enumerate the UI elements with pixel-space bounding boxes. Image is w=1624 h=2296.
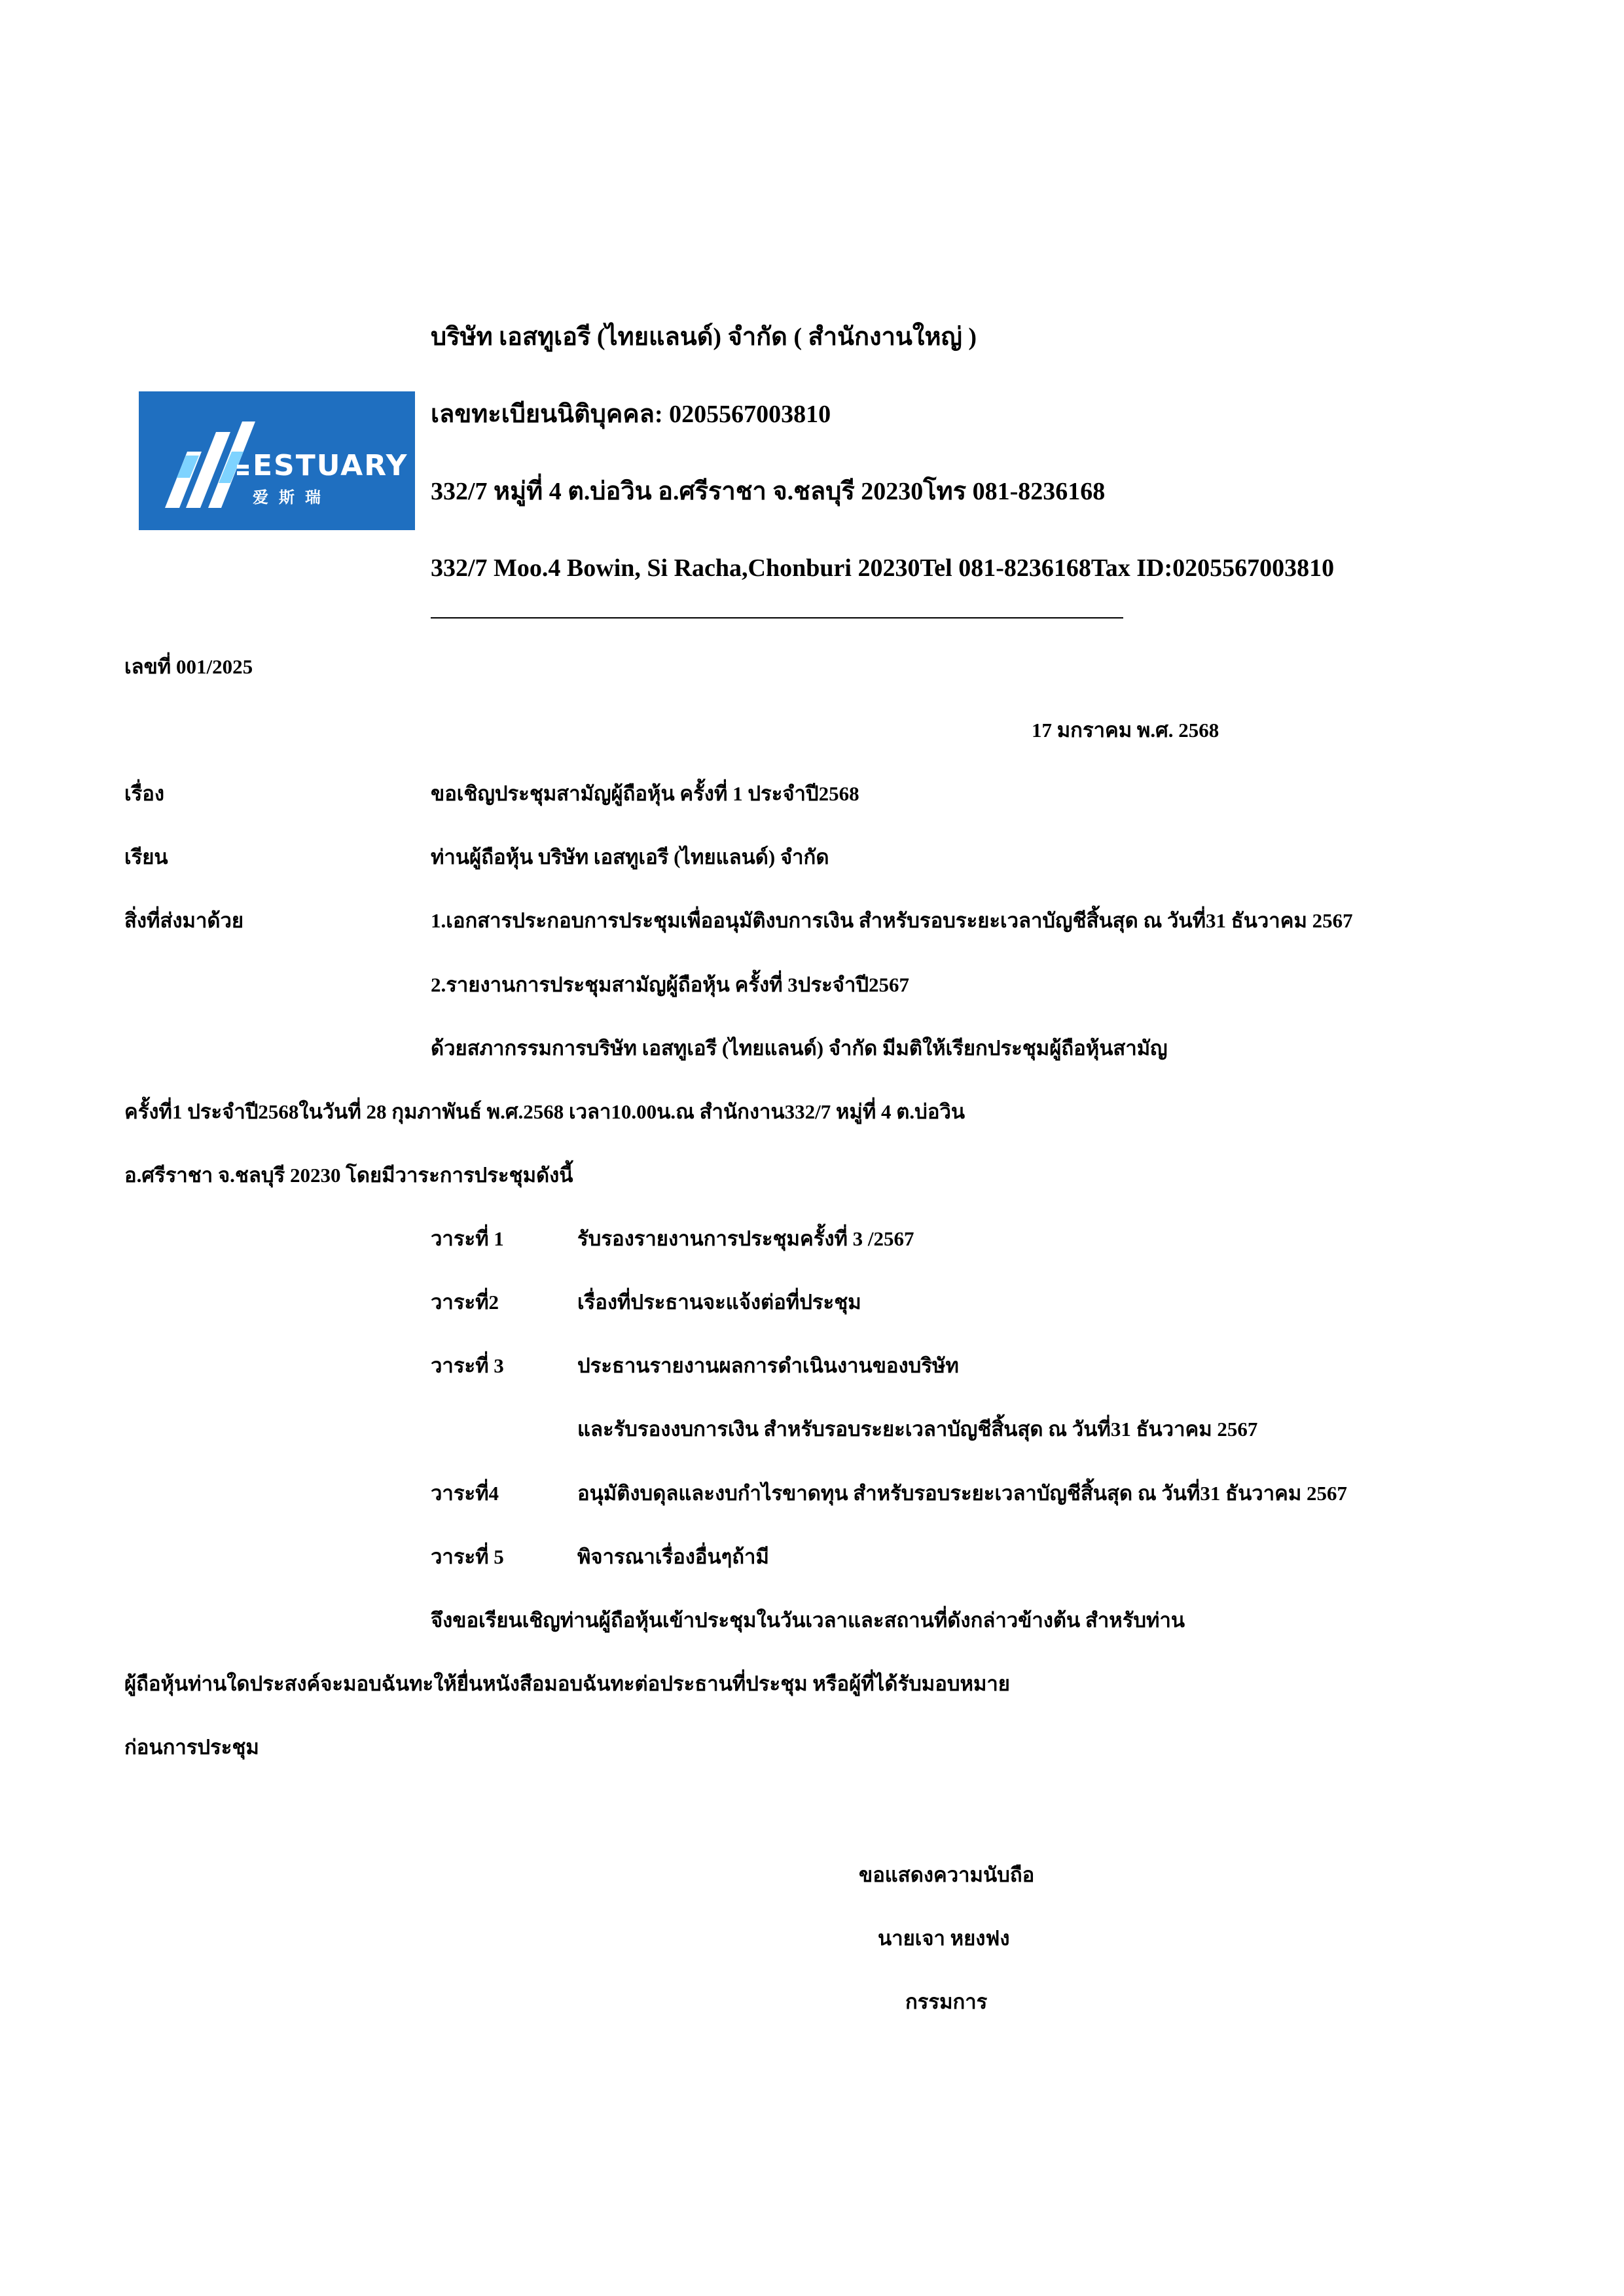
- subject-label: เรื่อง: [124, 782, 165, 805]
- closing-line: ก่อนการประชุม: [124, 1736, 259, 1759]
- body-line: ครั้งที่1 ประจำปี2568ในวันที่ 28 กุมภาพันธ์ พ.ศ.2568 เวลา10.00น.ณ สำนักงาน332/7 หมู่ที่ 4 ต.บ่อวิน: [124, 1100, 965, 1123]
- estuary-logo-icon: [139, 391, 415, 530]
- registration-number: เลขทะเบียนนิติบุคคล: 0205567003810: [431, 401, 831, 428]
- closing-line: จึงขอเรียนเชิญท่านผู้ถือหุ้นเข้าประชุมในวันเวลาและสถานที่ดังกล่าวข้างต้น สำหรับท่าน: [431, 1609, 1185, 1632]
- signature-regards: ขอแสดงความนับถือ: [859, 1863, 1035, 1886]
- company-name: บริษัท เอสทูเอรี (ไทยแลนด์) จำกัด ( สำนักงานใหญ่ ): [431, 323, 977, 351]
- signature-title: กรรมการ: [905, 1990, 988, 2013]
- agenda-text: ประธานรายงานผลการดำเนินงานของบริษัท: [577, 1354, 959, 1377]
- agenda-label: วาระที่2: [431, 1291, 499, 1314]
- svg-text:ESTUARY: ESTUARY: [253, 449, 408, 482]
- body-line: อ.ศรีราชา จ.ชลบุรี 20230 โดยมีวาระการประชุมดังนี้: [124, 1164, 573, 1187]
- body-line: ด้วยสภากรรมการบริษัท เอสทูเอรี (ไทยแลนด์) จำกัด มีมติให้เรียกประชุมผู้ถือหุ้นสามัญ: [431, 1037, 1168, 1060]
- agenda-text: เรื่องที่ประธานจะแจ้งต่อที่ประชุม: [577, 1291, 861, 1314]
- company-logo: [139, 391, 415, 530]
- svg-text:爱斯瑞: 爱斯瑞: [253, 488, 331, 507]
- agenda-text: และรับรองงบการเงิน สำหรับรอบระยะเวลาบัญชีสิ้นสุด ณ วันที่31 ธันวาคม 2567: [577, 1418, 1258, 1441]
- address-thai: 332/7 หมู่ที่ 4 ต.บ่อวิน อ.ศรีราชา จ.ชลบุรี 20230โทร 081-8236168: [431, 478, 1106, 505]
- agenda-text: พิจารณาเรื่องอื่นๆถ้ามี: [577, 1545, 769, 1568]
- address-english: 332/7 Moo.4 Bowin, Si Racha,Chonburi 20230Tel 081-8236168Tax ID:0205567003810: [431, 554, 1335, 582]
- recipient-label: เรียน: [124, 846, 168, 869]
- agenda-text: รับรองรายงานการประชุมครั้งที่ 3 /2567: [577, 1227, 914, 1250]
- agenda-label: วาระที่4: [431, 1482, 499, 1505]
- signature-name: นายเจา หยงฟง: [878, 1927, 1010, 1950]
- header-divider: [431, 617, 1123, 619]
- enclosure-item: 2.รายงานการประชุมสามัญผู้ถือหุ้น ครั้งที่ 3ประจำปี2567: [431, 973, 910, 996]
- subject-value: ขอเชิญประชุมสามัญผู้ถือหุ้น ครั้งที่ 1 ประจำปี2568: [431, 782, 859, 805]
- enclosure-item: 1.เอกสารประกอบการประชุมเพื่ออนุมัติงบการเงิน สำหรับรอบระยะเวลาบัญชีสิ้นสุด ณ วันที่31 ธันวาคม 2567: [431, 909, 1353, 932]
- document-date: 17 มกราคม พ.ศ. 2568: [1032, 719, 1219, 742]
- enclosures-label: สิ่งที่ส่งมาด้วย: [124, 909, 244, 932]
- closing-line: ผู้ถือหุ้นท่านใดประสงค์จะมอบฉันทะให้ยื่นหนังสือมอบฉันทะต่อประธานที่ประชุม หรือผู้ที่ได้รับมอบหมาย: [124, 1672, 1010, 1695]
- agenda-label: วาระที่ 1: [431, 1227, 504, 1250]
- recipient-value: ท่านผู้ถือหุ้น บริษัท เอสทูเอรี (ไทยแลนด์) จำกัด: [431, 846, 829, 869]
- agenda-text: อนุมัติงบดุลและงบกำไรขาดทุน สำหรับรอบระยะเวลาบัญชีสิ้นสุด ณ วันที่31 ธันวาคม 2567: [577, 1482, 1348, 1505]
- document-number: เลขที่ 001/2025: [124, 655, 253, 678]
- agenda-label: วาระที่ 5: [431, 1545, 504, 1568]
- agenda-label: วาระที่ 3: [431, 1354, 504, 1377]
